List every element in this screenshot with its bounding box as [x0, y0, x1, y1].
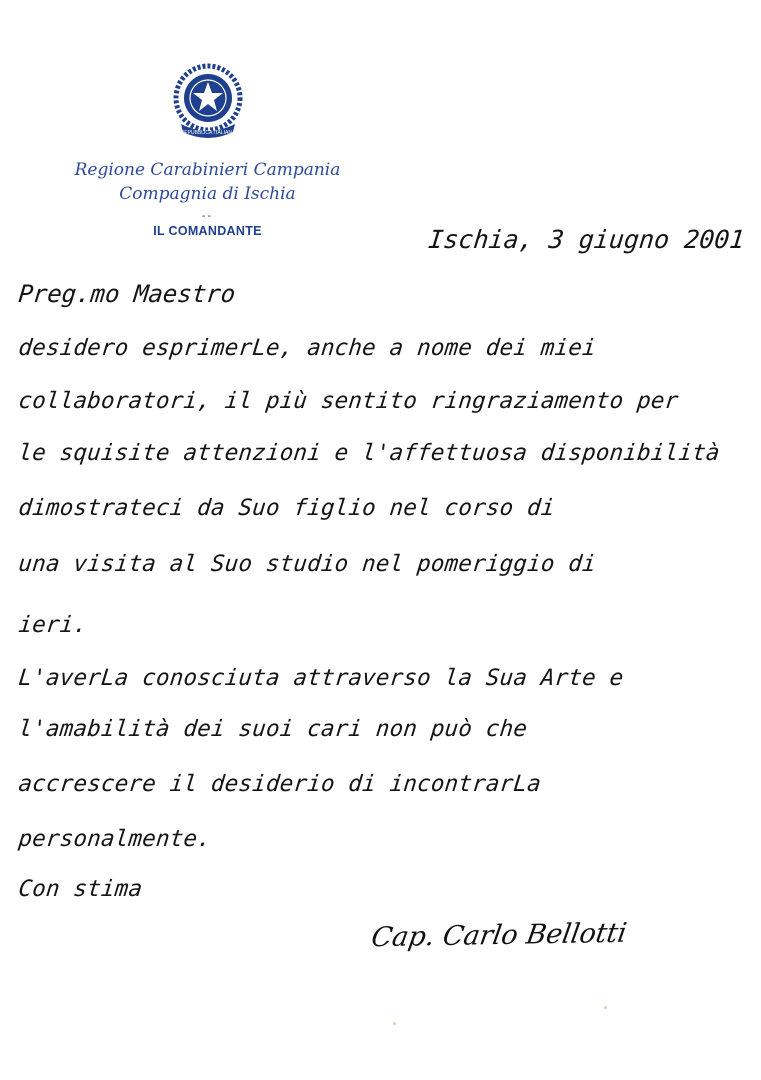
signature-block — [369, 917, 629, 954]
italian-republic-emblem-icon — [167, 58, 249, 144]
letter-date: Ischia, 3 giugno 2001 — [426, 225, 747, 254]
letter-line: L'averLa conosciuta attraverso la Sua Arte e — [17, 665, 625, 691]
letter-line: una visita al Suo studio nel pomeriggio di — [17, 551, 598, 577]
letter-line: l'amabilità dei suoi cari non può che — [17, 716, 529, 742]
letter-line: accrescere il desiderio di incontrarLa — [17, 771, 543, 797]
letter-line: desidero esprimerLe, anche a nome dei miei — [17, 335, 598, 361]
letter-line: collaboratori, il più sentito ringraziamento per — [17, 388, 680, 414]
signature: Cap. Carlo Bellotti — [369, 917, 629, 954]
letterhead-title: IL COMANDANTE — [153, 224, 262, 238]
letter-line: le squisite attenzioni e l'affettuosa disponibilità — [17, 440, 722, 466]
paper-speck — [393, 1022, 396, 1025]
letterhead — [70, 58, 345, 238]
letter-line: ieri. — [17, 612, 89, 638]
letterhead-region: Regione Carabinieri Campania — [74, 160, 341, 180]
letter-line: dimostrateci da Suo figlio nel corso di — [17, 495, 557, 521]
paper-speck — [604, 1006, 607, 1009]
letter-salutation: Preg.mo Maestro — [17, 280, 237, 308]
letter-closing: Con stima — [17, 876, 144, 902]
letterhead-separator: -- — [201, 210, 214, 222]
emblem-motto: REPUBBLICA ITALIANA — [180, 130, 235, 136]
letterhead-company: Compagnia di Ischia — [119, 184, 296, 204]
letter-line: personalmente. — [17, 826, 213, 852]
